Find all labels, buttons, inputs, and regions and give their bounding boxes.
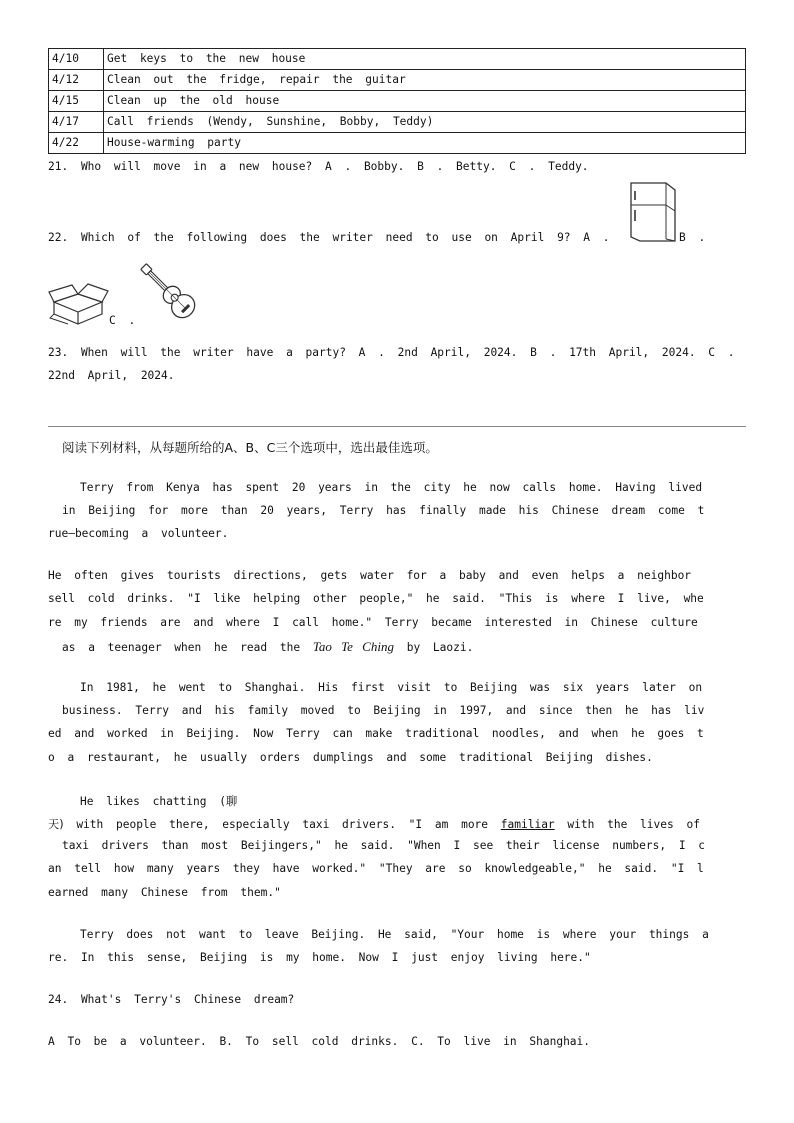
task-cell: Clean out the fridge, repair the guitar	[104, 70, 746, 91]
passage-line: Terry does not want to leave Beijing. He said, "Your home is where your things a	[80, 928, 709, 941]
passage-line: business. Terry and his family moved to Beijing in 1997, and since then he has liv	[62, 704, 705, 717]
question-21: 21. Who will move in a new house? A . Bobby. B . Betty. C . Teddy.	[48, 160, 589, 173]
passage-line: taxi drivers than most Beijingers," he said. "When I see their license numbers, I c	[62, 839, 706, 852]
question-23-line1: 23. When will the writer have a party? A . 2nd April, 2024. B . 17th April, 2024. C .	[48, 346, 735, 359]
passage-line: re my friends are and where I call home." Terry became interested in Chinese culture	[48, 616, 698, 629]
passage-line: in Beijing for more than 20 years, Terry has finally made his Chinese dream come t	[62, 504, 705, 517]
passage-line	[62, 639, 473, 655]
passage-line: re. In this sense, Beijing is my home. Now I just enjoy living here."	[48, 951, 591, 964]
question-23-line2: 22nd April, 2024.	[48, 369, 175, 382]
passage-line: rue—becoming a volunteer.	[48, 527, 229, 540]
date-cell: 4/22	[49, 133, 104, 154]
passage-line: ed and worked in Beijing. Now Terry can make traditional noodles, and when he goes t	[48, 727, 704, 740]
passage-text: 天)	[48, 818, 64, 831]
table-row	[49, 133, 746, 154]
guitar-icon	[136, 260, 202, 324]
option-b-label: B .	[679, 231, 706, 244]
passage-text: as a teenager when he read the	[62, 641, 301, 654]
passage-line: Terry from Kenya has spent 20 years in the city he now calls home. Having lived	[80, 481, 703, 494]
table-row	[49, 112, 746, 133]
passage-line: earned many Chinese from them."	[48, 886, 281, 899]
question-24-options: A To be a volunteer. B. To sell cold drinks. C. To live in Shanghai.	[48, 1035, 591, 1048]
task-cell: Get keys to the new house	[104, 49, 746, 70]
passage-line: In 1981, he went to Shanghai. His first visit to Beijing was six years later on	[80, 681, 703, 694]
passage-line: an tell how many years they have worked." "They are so knowledgeable," he said. "I l	[48, 862, 704, 875]
task-cell: House-warming party	[104, 133, 746, 154]
table-row	[49, 70, 746, 91]
passage-line: sell cold drinks. "I like helping other people," he said. "This is where I live, whe	[48, 592, 704, 605]
table-row	[49, 91, 746, 112]
passage-line	[48, 816, 700, 832]
table-row	[49, 49, 746, 70]
open-box-icon	[48, 280, 110, 326]
date-cell: 4/17	[49, 112, 104, 133]
section-divider	[48, 426, 746, 427]
underlined-word: familiar	[500, 818, 555, 831]
task-cell: Clean up the old house	[104, 91, 746, 112]
date-cell: 4/10	[49, 49, 104, 70]
date-cell: 4/15	[49, 91, 104, 112]
book-title: Tao Te Ching	[312, 639, 394, 654]
passage-line: He likes chatting (聊	[80, 795, 238, 808]
option-c-label: C .	[109, 314, 136, 327]
question-24: 24. What's Terry's Chinese dream?	[48, 993, 295, 1006]
instruction: 阅读下列材料，从每题所给的A、B、C三个选项中，选出最佳选项。	[62, 440, 438, 455]
question-22: 22. Which of the following does the writer need to use on April 9? A .	[48, 231, 610, 244]
date-cell: 4/12	[49, 70, 104, 91]
passage-text: with the lives of	[567, 818, 700, 831]
task-cell: Call friends (Wendy, Sunshine, Bobby, Teddy)	[104, 112, 746, 133]
passage-line: He often gives tourists directions, gets water for a baby and even helps a neighbor	[48, 569, 692, 582]
schedule-table	[48, 48, 746, 154]
passage-text: by Laozi.	[406, 641, 474, 654]
passage-text: with people there, especially taxi drivers. "I am more	[76, 818, 489, 831]
passage-line: o a restaurant, he usually orders dumplings and some traditional Beijing dishes.	[48, 751, 653, 764]
fridge-icon	[628, 181, 678, 243]
